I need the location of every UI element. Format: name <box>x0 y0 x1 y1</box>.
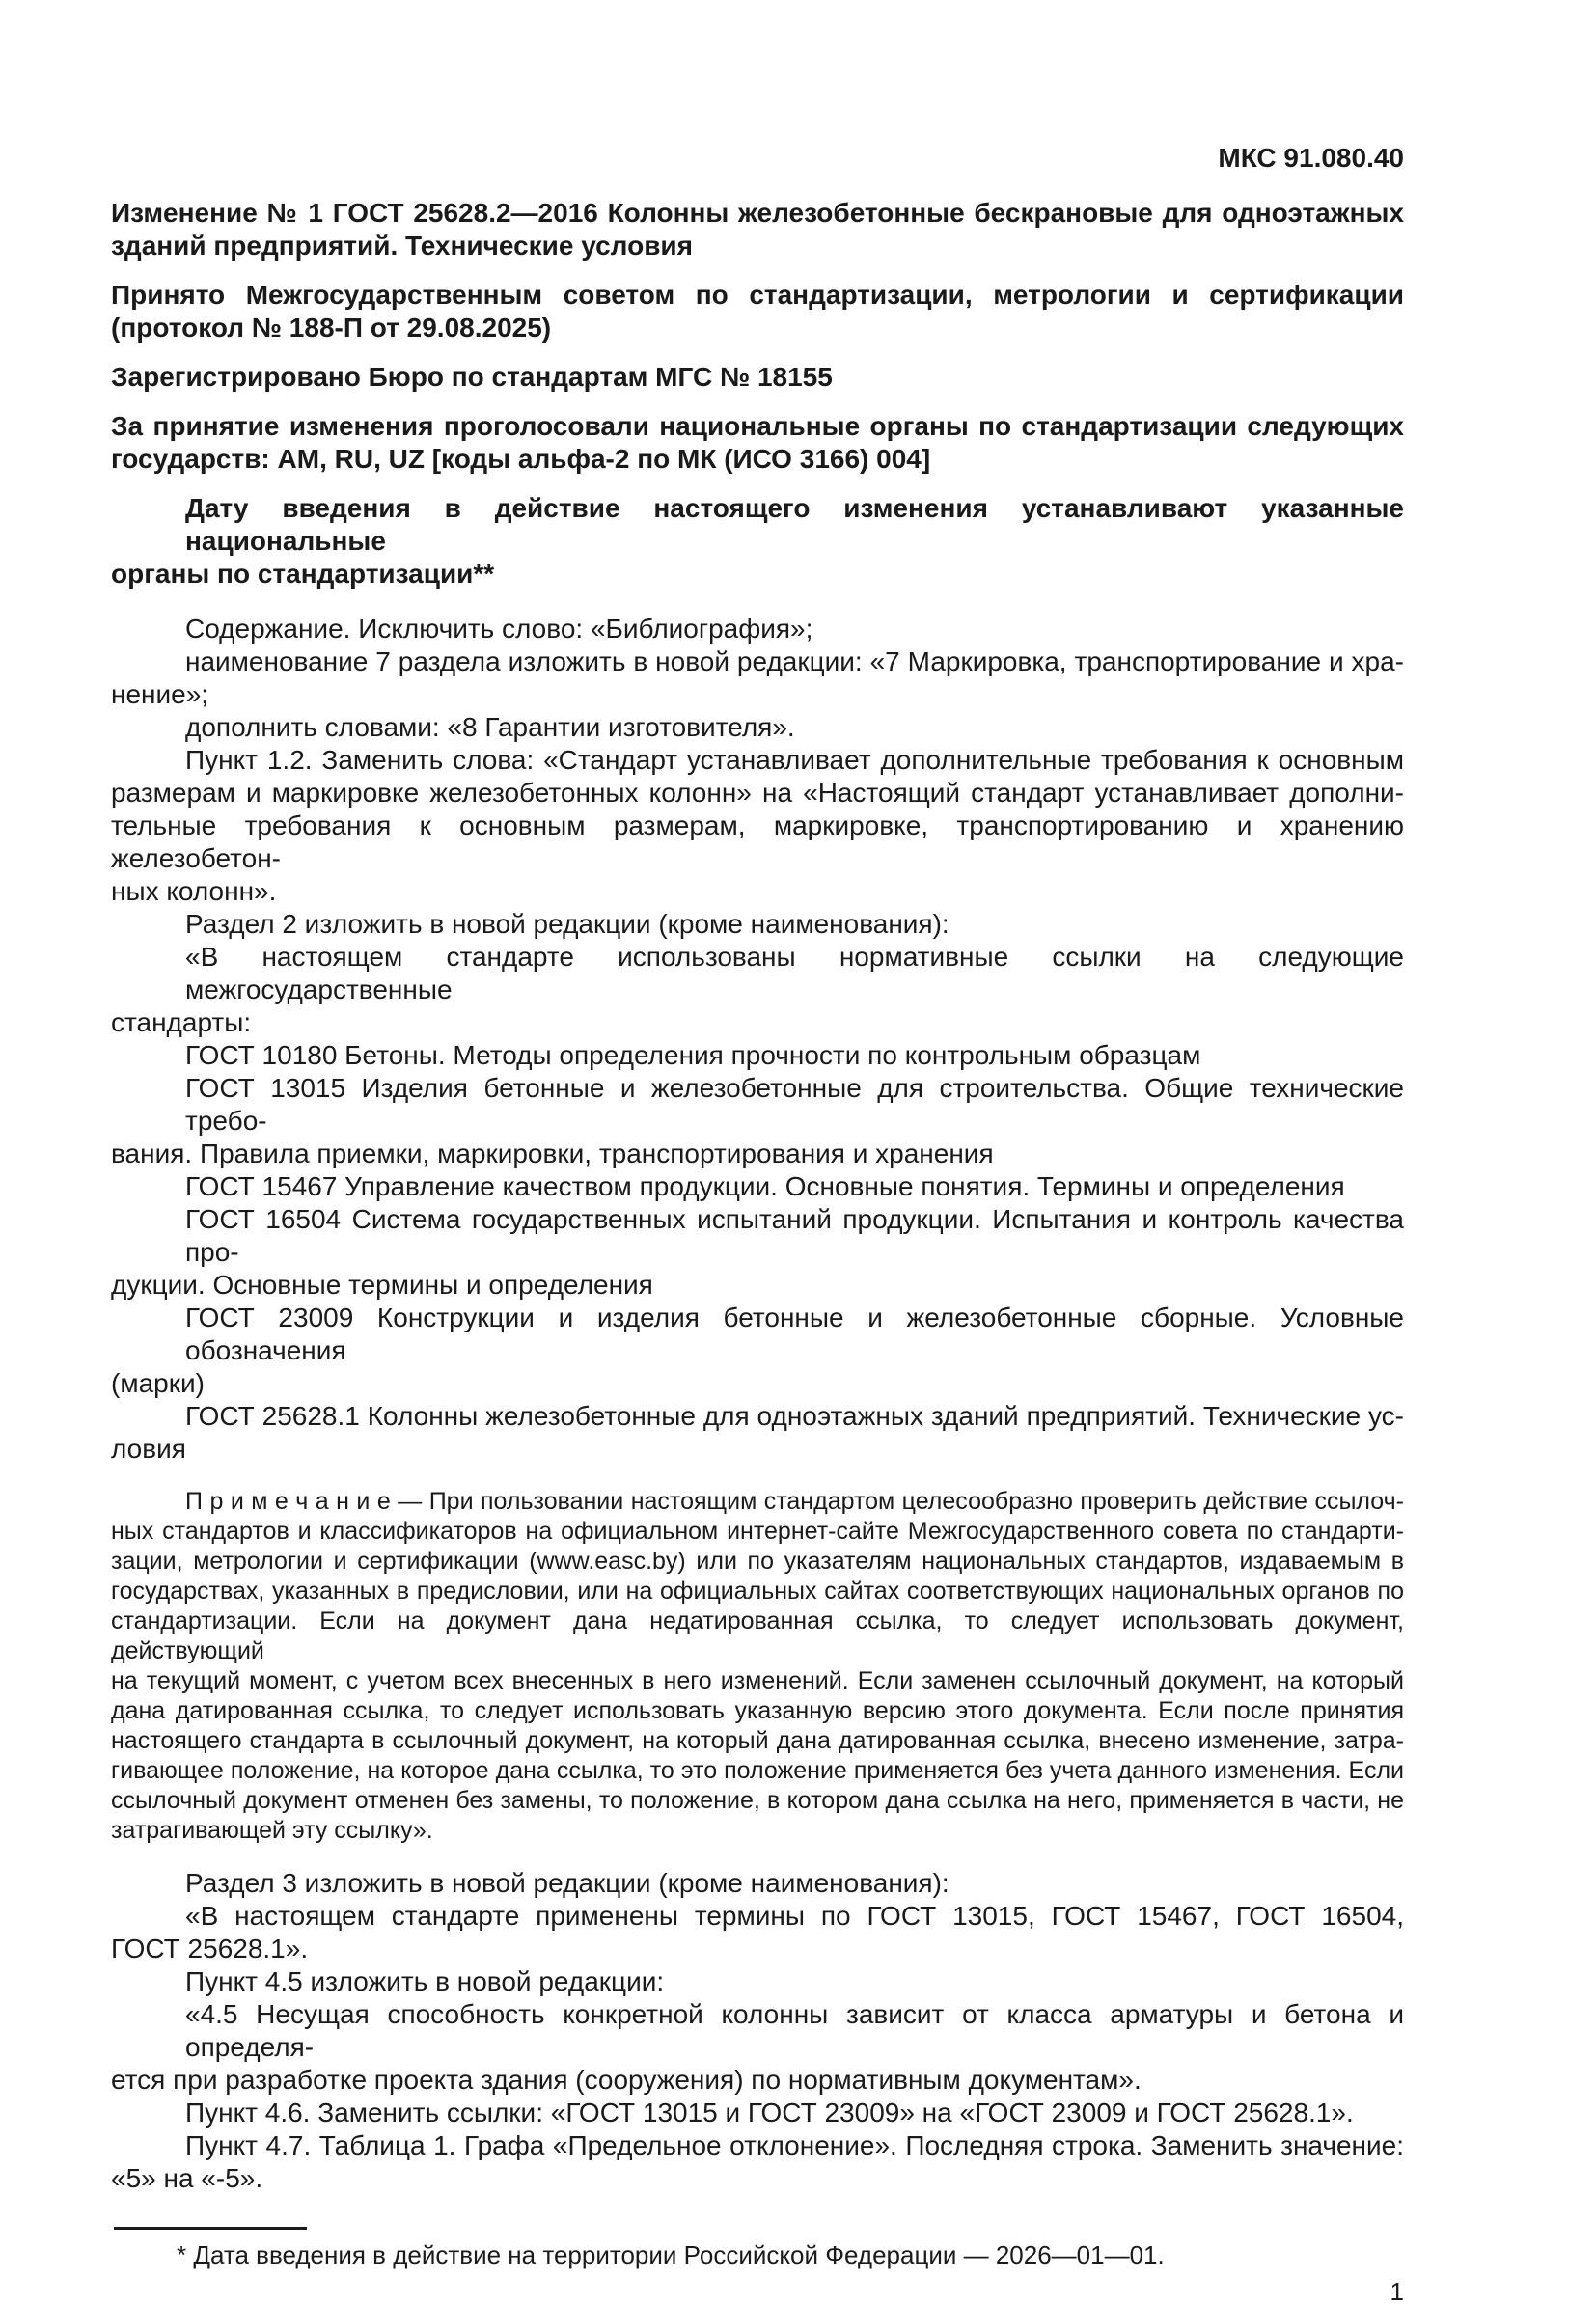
text-line: «В настоящем стандарте использованы нормативные ссылки на следующие межгосударственные <box>185 942 1404 1004</box>
text-line: ГОСТ 25628.1 Колонны железобетонные для одноэтажных зданий предприятий. Технические ус- <box>185 1401 1404 1431</box>
text-line: Содержание. Исключить слово: «Библиография»; <box>185 614 813 644</box>
text-line: гивающее положение, на которое дана ссылка, то это положение применяется без учета данного изменения. Если <box>111 1757 1404 1784</box>
text-line: зации, метрологии и сертификации (www.easc.by) или по указателям национальных стандартов, издаваемым в <box>111 1548 1404 1575</box>
paragraph <box>111 1400 1404 1466</box>
text-line: государствах, указанных в предисловии, или на официальных сайтах соответствующих национальных органов по <box>111 1578 1404 1605</box>
paragraph <box>111 1998 1404 2097</box>
text-line: дополнить словами: «8 Гарантии изготовителя». <box>185 712 795 742</box>
text-line: вания. Правила приемки, маркировки, транспортирования и хранения <box>111 1139 994 1168</box>
text-line: дана датированная ссылка, то следует использовать указанную версию этого документа. Если после принятия <box>111 1697 1404 1724</box>
paragraph <box>111 1867 1404 1900</box>
text-line: ных стандартов и классификаторов на официальном интернет-сайте Межгосударственного совета по стандарти- <box>111 1518 1404 1545</box>
paragraph <box>111 1203 1404 1302</box>
paragraph <box>111 1965 1404 1998</box>
paragraph <box>111 1900 1404 1965</box>
document-content <box>111 142 1404 2307</box>
text-line: ГОСТ 25628.1». <box>111 1934 309 1964</box>
text-line: стандарты: <box>111 1007 252 1037</box>
text-line: Раздел 2 изложить в новой редакции (кроме наименования): <box>185 909 949 939</box>
footnote: * Дата введения в действие на территории Российской Федерации — 2026—01—01. <box>177 2240 1165 2269</box>
paragraph <box>111 279 1404 344</box>
paragraph <box>111 361 1404 394</box>
text-line: Пункт 1.2. Заменить слова: «Стандарт устанавливает дополнительные требования к основным <box>185 745 1404 775</box>
paragraph <box>111 1039 1404 1072</box>
text-line: ГОСТ 15467 Управление качеством продукции. Основные понятия. Термины и определения <box>185 1171 1345 1201</box>
paragraph <box>111 645 1404 711</box>
text-line: затрагивающей эту ссылку». <box>111 1817 433 1844</box>
text-line: настоящего стандарта в ссылочный документ, на который дана датированная ссылка, внесено изменение, затра- <box>111 1727 1404 1754</box>
text-line: Дату введения в действие настоящего изменения устанавливают указанные национальные <box>185 493 1404 556</box>
paragraph <box>111 711 1404 744</box>
text-line: ГОСТ 10180 Бетоны. Методы определения прочности по контрольным образцам <box>185 1040 1201 1070</box>
text-line: П р и м е ч а н и е — При пользовании настоящим стандартом целесообразно проверить действие ссылоч- <box>185 1488 1404 1515</box>
text-line: ссылочный документ отменен без замены, то положение, в котором дана ссылка на него, применяется в части, не <box>111 1787 1404 1814</box>
paragraph <box>111 1487 1404 1846</box>
page-number: 1 <box>1390 2277 1404 2306</box>
text-line: тельные требования к основным размерам, маркировке, транспортированию и хранению железобетон- <box>111 810 1404 873</box>
text-line: «4.5 Несущая способность конкретной колонны зависит от класса арматуры и бетона и определя- <box>185 1999 1404 2062</box>
text-line: ГОСТ 16504 Система государственных испытаний продукции. Испытания и контроль качества про- <box>185 1204 1404 1267</box>
text-line: Пункт 4.6. Заменить ссылки: «ГОСТ 13015 и ГОСТ 23009» на «ГОСТ 23009 и ГОСТ 25628.1». <box>185 2098 1354 2128</box>
paragraph <box>111 1072 1404 1170</box>
text-line: За принятие изменения проголосовали национальные органы по стандартизации следующих <box>111 411 1404 441</box>
paragraph <box>111 908 1404 941</box>
paragraph <box>111 744 1404 908</box>
paragraph <box>111 1302 1404 1400</box>
text-line: «В настоящем стандарте применены термины по ГОСТ 13015, ГОСТ 15467, ГОСТ 16504, <box>185 1901 1404 1931</box>
mks-classification-code: МКС 91.080.40 <box>1218 143 1404 173</box>
text-line: Раздел 3 изложить в новой редакции (кроме наименования): <box>185 1868 949 1898</box>
text-line: нение»; <box>111 679 209 709</box>
text-line: Пункт 4.7. Таблица 1. Графа «Предельное отклонение». Последняя строка. Заменить значение: <box>185 2130 1404 2160</box>
paragraph <box>111 613 1404 645</box>
text-line: Принято Межгосударственным советом по стандартизации, метрологии и сертификации <box>111 280 1404 310</box>
text-line: размерам и маркировке железобетонных колонн» на «Настоящий стандарт устанавливает дополни- <box>111 778 1404 808</box>
text-line: Пункт 4.5 изложить в новой редакции: <box>185 1966 665 1996</box>
document-body <box>111 197 1404 2195</box>
text-line: ГОСТ 13015 Изделия бетонные и железобетонные для строительства. Общие технические требо- <box>185 1073 1404 1136</box>
text-line: «5» на «-5». <box>111 2163 263 2193</box>
paragraph <box>111 2097 1404 2129</box>
text-line: (марки) <box>111 1368 205 1398</box>
text-line: наименование 7 раздела изложить в новой редакции: «7 Маркировка, транспортирование и хра- <box>185 646 1404 676</box>
paragraph <box>111 492 1404 590</box>
paragraph <box>111 197 1404 262</box>
text-line: ГОСТ 23009 Конструкции и изделия бетонные и железобетонные сборные. Условные обозначения <box>185 1303 1404 1365</box>
text-line: на текущий момент, с учетом всех внесенных в него изменений. Если заменен ссылочный документ, на который <box>111 1667 1404 1694</box>
paragraph <box>111 941 1404 1039</box>
text-line: Зарегистрировано Бюро по стандартам МГС № 18155 <box>111 362 833 392</box>
text-line: Изменение № 1 ГОСТ 25628.2—2016 Колонны железобетонные бескрановые для одноэтажных <box>111 198 1404 228</box>
text-line: зданий предприятий. Технические условия <box>111 231 693 261</box>
paragraph <box>111 1170 1404 1203</box>
text-line: ется при разработке проекта здания (сооружения) по нормативным документам». <box>111 2065 1142 2095</box>
paragraph <box>111 2129 1404 2195</box>
text-line: дукции. Основные термины и определения <box>111 1270 653 1300</box>
text-line: (протокол № 188-П от 29.08.2025) <box>111 313 552 343</box>
footnote-divider <box>114 2227 307 2230</box>
text-line: ловия <box>111 1434 186 1464</box>
text-line: стандартизации. Если на документ дана недатированная ссылка, то следует использовать документ, действующий <box>111 1607 1404 1664</box>
text-line: государств: AM, RU, UZ [коды альфа-2 по МК (ИСО 3166) 004] <box>111 444 931 474</box>
text-line: органы по стандартизации** <box>111 559 495 589</box>
paragraph <box>111 410 1404 476</box>
text-line: ных колонн». <box>111 876 277 906</box>
